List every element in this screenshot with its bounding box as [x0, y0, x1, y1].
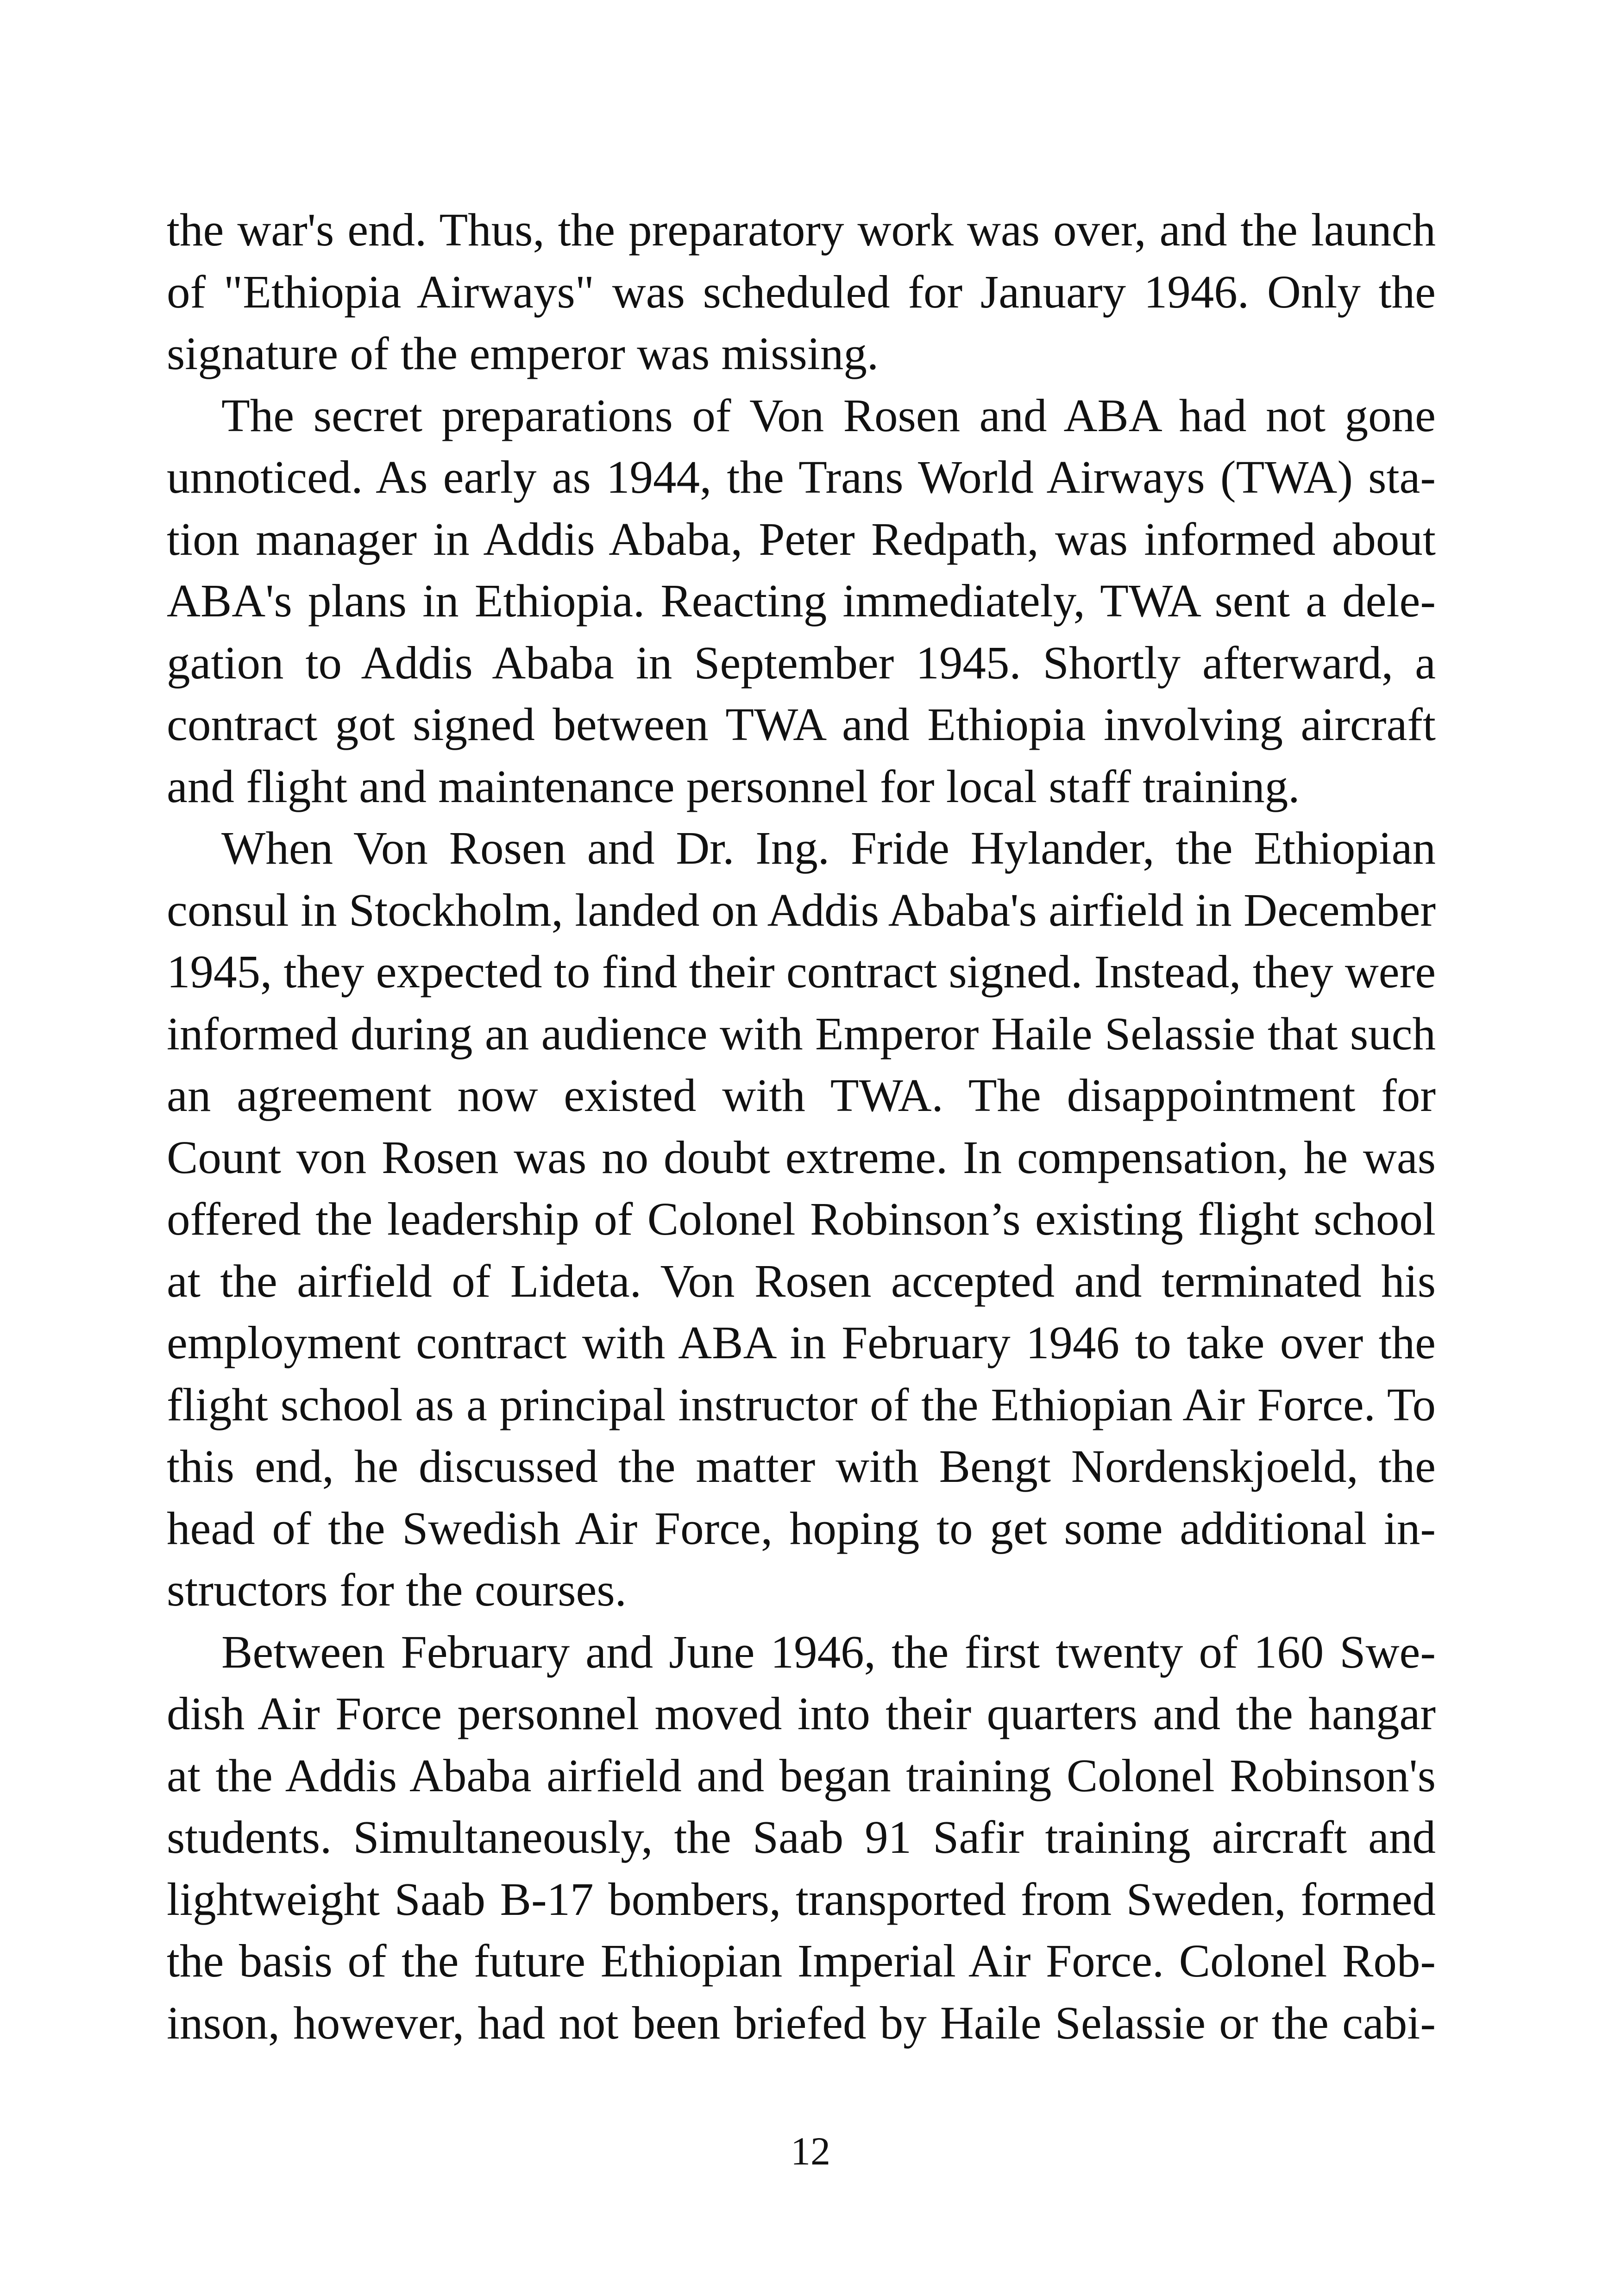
text-line: structors for the courses.	[167, 1564, 627, 1616]
text-line: at the Addis Ababa airfield and began training Colonel Robinson's	[167, 1749, 1436, 1801]
text-line: employment contract with ABA in February 1946 to take over the	[167, 1317, 1436, 1368]
text-line: this end, he discussed the matter with Bengt Nordenskjoeld, the	[167, 1440, 1436, 1492]
text-line: 1945, they expected to find their contract signed. Instead, they were	[167, 946, 1436, 997]
text-line: gation to Addis Ababa in September 1945. Shortly afterward, a	[167, 636, 1436, 689]
text-line: When Von Rosen and Dr. Ing. Fride Hylander, the Ethiopian	[221, 822, 1436, 874]
text-line: informed during an audience with Emperor Haile Selassie that such	[167, 1007, 1436, 1060]
text-line: Count von Rosen was no doubt extreme. In compensation, he was	[167, 1131, 1436, 1183]
text-line: tion manager in Addis Ababa, Peter Redpath, was informed about	[167, 513, 1436, 565]
paragraph-2	[167, 385, 1436, 818]
text-line: flight school as a principal instructor of the Ethiopian Air Force. To	[167, 1378, 1436, 1430]
page-body	[167, 199, 1436, 2054]
text-line: an agreement now existed with TWA. The disappointment for	[167, 1069, 1436, 1121]
text-line: Between February and June 1946, the first twenty of 160 Swe-	[221, 1625, 1436, 1678]
text-line: of "Ethiopia Airways" was scheduled for January 1946. Only the	[167, 265, 1436, 318]
text-line: The secret preparations of Von Rosen and ABA had not gone	[221, 389, 1436, 441]
text-line: inson, however, had not been briefed by Haile Selassie or the cabi-	[167, 1996, 1436, 2049]
paragraph-4	[167, 1621, 1436, 2054]
paragraph-3	[167, 817, 1436, 1621]
text-line: signature of the emperor was missing.	[167, 327, 879, 379]
text-line: consul in Stockholm, landed on Addis Ababa's airfield in December	[167, 884, 1436, 936]
text-line: contract got signed between TWA and Ethiopia involving aircraft	[167, 698, 1436, 750]
page-number: 12	[791, 2129, 830, 2173]
text-line: the basis of the future Ethiopian Imperial Air Force. Colonel Rob-	[167, 1935, 1436, 1987]
text-line: offered the leadership of Colonel Robinson’s existing flight school	[167, 1193, 1436, 1245]
text-line: head of the Swedish Air Force, hoping to get some additional in-	[167, 1502, 1436, 1554]
text-line: lightweight Saab B-17 bombers, transported from Sweden, formed	[167, 1873, 1436, 1925]
paragraph-1	[167, 199, 1436, 385]
text-line: students. Simultaneously, the Saab 91 Safir training aircraft and	[167, 1811, 1436, 1863]
text-line: ABA's plans in Ethiopia. Reacting immediately, TWA sent a dele-	[167, 575, 1436, 627]
text-line: the war's end. Thus, the preparatory work was over, and the launch	[167, 204, 1436, 256]
text-line: and flight and maintenance personnel for local staff training.	[167, 760, 1300, 812]
text-line: at the airfield of Lideta. Von Rosen accepted and terminated his	[167, 1255, 1436, 1307]
text-line: unnoticed. As early as 1944, the Trans World Airways (TWA) sta-	[167, 451, 1436, 503]
text-line: dish Air Force personnel moved into their quarters and the hangar	[167, 1687, 1436, 1739]
